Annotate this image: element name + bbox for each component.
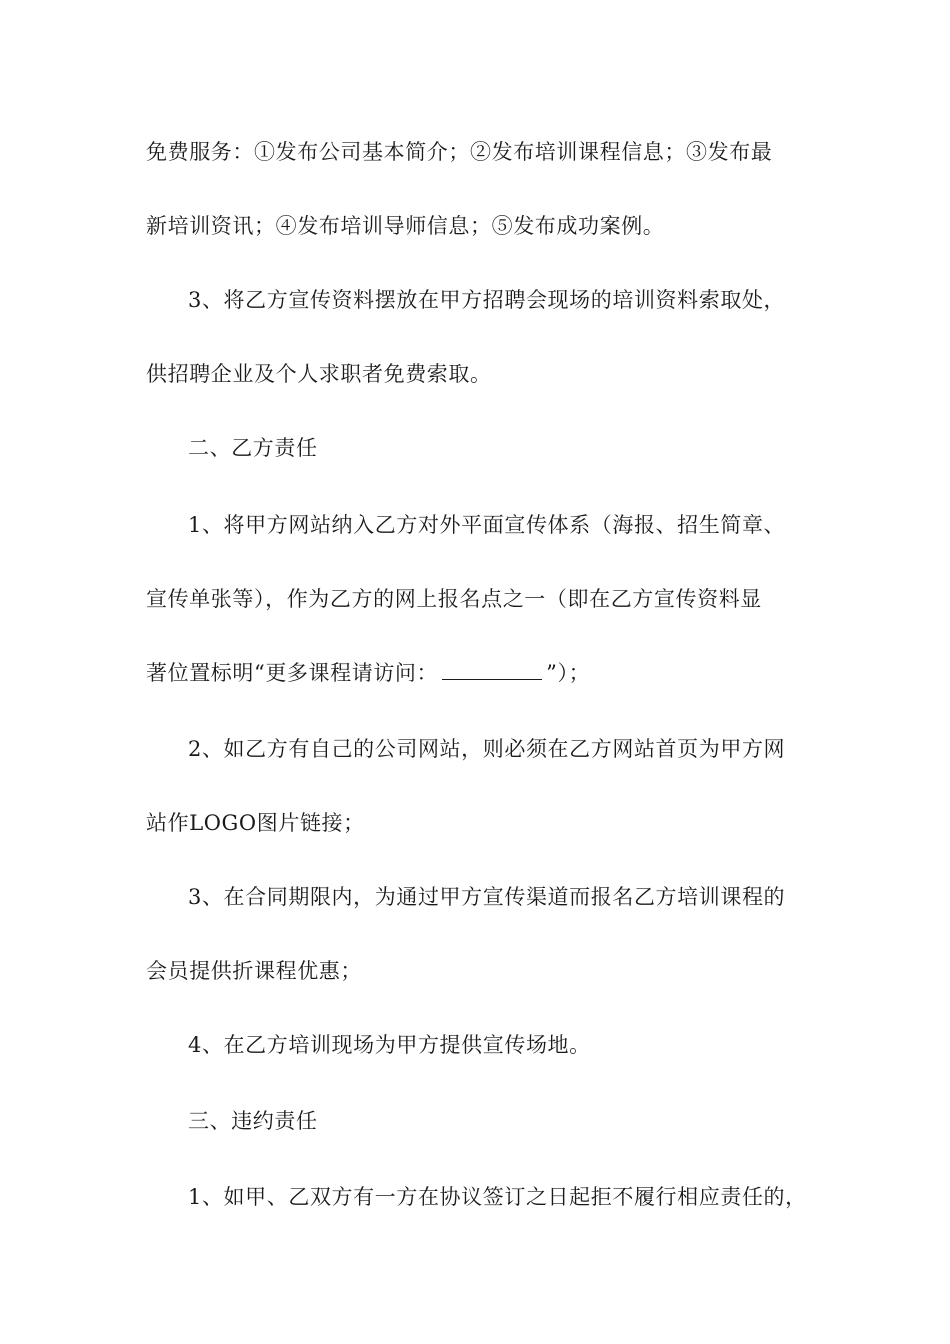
- paragraph-line: 免费服务：①发布公司基本简介；②发布培训课程信息；③发布最: [146, 140, 773, 164]
- paragraph-line: 1、将甲方网站纳入乙方对外平面宣传体系（海报、招生简章、: [188, 513, 786, 537]
- paragraph-line: 新培训资讯；④发布培训导师信息；⑤发布成功案例。: [146, 214, 665, 238]
- paragraph-line: 3、在合同期限内，为通过甲方宣传渠道而报名乙方培训课程的: [188, 885, 786, 909]
- paragraph-line: 1、如甲、乙双方有一方在协议签订之日起拒不履行相应责任的，: [188, 1185, 807, 1209]
- line-text-after-blank: ”）；: [546, 661, 591, 685]
- paragraph-line: [146, 661, 590, 685]
- paragraph-line: 2、如乙方有自己的公司网站，则必须在乙方网站首页为甲方网: [188, 737, 786, 761]
- paragraph-line: 宣传单张等），作为乙方的网上报名点之一（即在乙方宣传资料显: [146, 587, 762, 611]
- paragraph-line: 供招聘企业及个人求职者免费索取。: [146, 362, 492, 386]
- fill-in-blank: [442, 661, 542, 680]
- line-text-before-blank: 著位置标明“更多课程请访问：: [146, 661, 439, 685]
- paragraph-line: 4、在乙方培训现场为甲方提供宣传场地。: [188, 1033, 591, 1057]
- section-heading: 二、乙方责任: [188, 436, 318, 460]
- paragraph-line: 站作LOGO图片链接；: [146, 811, 365, 835]
- paragraph-line: 3、将乙方宣传资料摆放在甲方招聘会现场的培训资料索取处，: [188, 288, 786, 312]
- section-heading: 三、违约责任: [188, 1109, 318, 1133]
- paragraph-line: 会员提供折课程优惠；: [146, 959, 362, 983]
